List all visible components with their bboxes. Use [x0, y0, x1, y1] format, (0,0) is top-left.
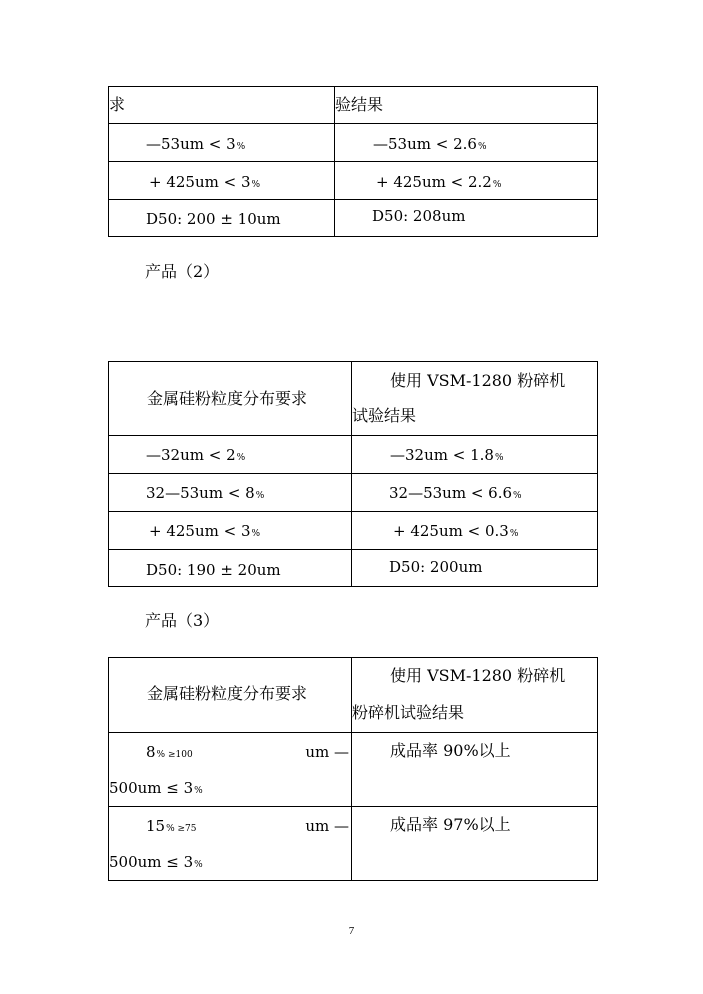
table-3-row-2-left-line-2: 500um ≤ 3% [109, 853, 203, 871]
table-1-row-3-left: D50: 200 ± 10um [146, 210, 281, 228]
table-2-header-right-line-2: 试验结果 [352, 406, 417, 425]
table-1-row-2-left: + 425um < 3% [149, 173, 261, 191]
table-1-row-3-right: D50: 208um [372, 207, 466, 225]
table-3-header-row [109, 658, 598, 733]
table-row [109, 162, 598, 200]
table-2-header-left: 金属硅粉粒度分布要求 [147, 389, 308, 408]
table-2-row-4-left: D50: 190 ± 20um [146, 561, 281, 579]
table-2 [108, 361, 598, 587]
table-3-row-2-left-unit: um — [305, 817, 349, 835]
table-2-row-3-right: + 425um < 0.3% [393, 522, 519, 540]
table-row [109, 512, 598, 550]
table-row [109, 733, 598, 807]
table-3-row-1-left-line-2: 500um ≤ 3% [109, 779, 203, 797]
table-row [109, 550, 598, 587]
table-2-header-row [109, 362, 598, 436]
table-3-row-2-left-line-1: 15% ≥75 [146, 817, 197, 835]
table-2-header-right-line-1: 使用 VSM-1280 粉碎机 [390, 371, 566, 390]
table-3 [108, 657, 598, 881]
table-1-header-row [109, 87, 598, 124]
table-row [109, 124, 598, 162]
table-3-row-1-right: 成品率 90%以上 [390, 741, 511, 760]
table-3-header-left: 金属硅粉粒度分布要求 [147, 684, 308, 703]
table-2-row-1-left: —32um < 2% [146, 446, 246, 464]
page-number: 7 [348, 925, 355, 937]
table-row [109, 436, 598, 474]
table-row [109, 474, 598, 512]
table-1-row-1-left: —53um < 3% [146, 135, 246, 153]
table-1-header-left: 求 [109, 95, 126, 114]
table-3-header-right-line-2: 粉碎机试验结果 [352, 703, 465, 722]
heading-product-2: 产品（2） [145, 262, 220, 281]
table-1-header-right: 验结果 [335, 95, 384, 114]
table-2-row-2-left: 32—53um < 8% [146, 484, 265, 502]
table-3-row-1-left-unit: um — [305, 743, 349, 761]
table-2-row-2-right: 32—53um < 6.6% [389, 484, 522, 502]
table-row [109, 807, 598, 881]
table-row [109, 200, 598, 237]
table-1 [108, 86, 598, 237]
table-2-row-3-left: + 425um < 3% [149, 522, 261, 540]
table-3-row-2-right: 成品率 97%以上 [390, 815, 511, 834]
table-1-row-2-right: + 425um < 2.2% [376, 173, 502, 191]
table-3-row-1-left-line-1: 8% ≥100 [146, 743, 193, 761]
table-1-row-1-right: —53um < 2.6% [373, 135, 487, 153]
heading-product-3: 产品（3） [145, 611, 220, 630]
table-2-row-1-right: —32um < 1.8% [390, 446, 504, 464]
table-3-header-right-line-1: 使用 VSM-1280 粉碎机 [390, 666, 566, 685]
table-2-row-4-right: D50: 200um [389, 558, 483, 576]
